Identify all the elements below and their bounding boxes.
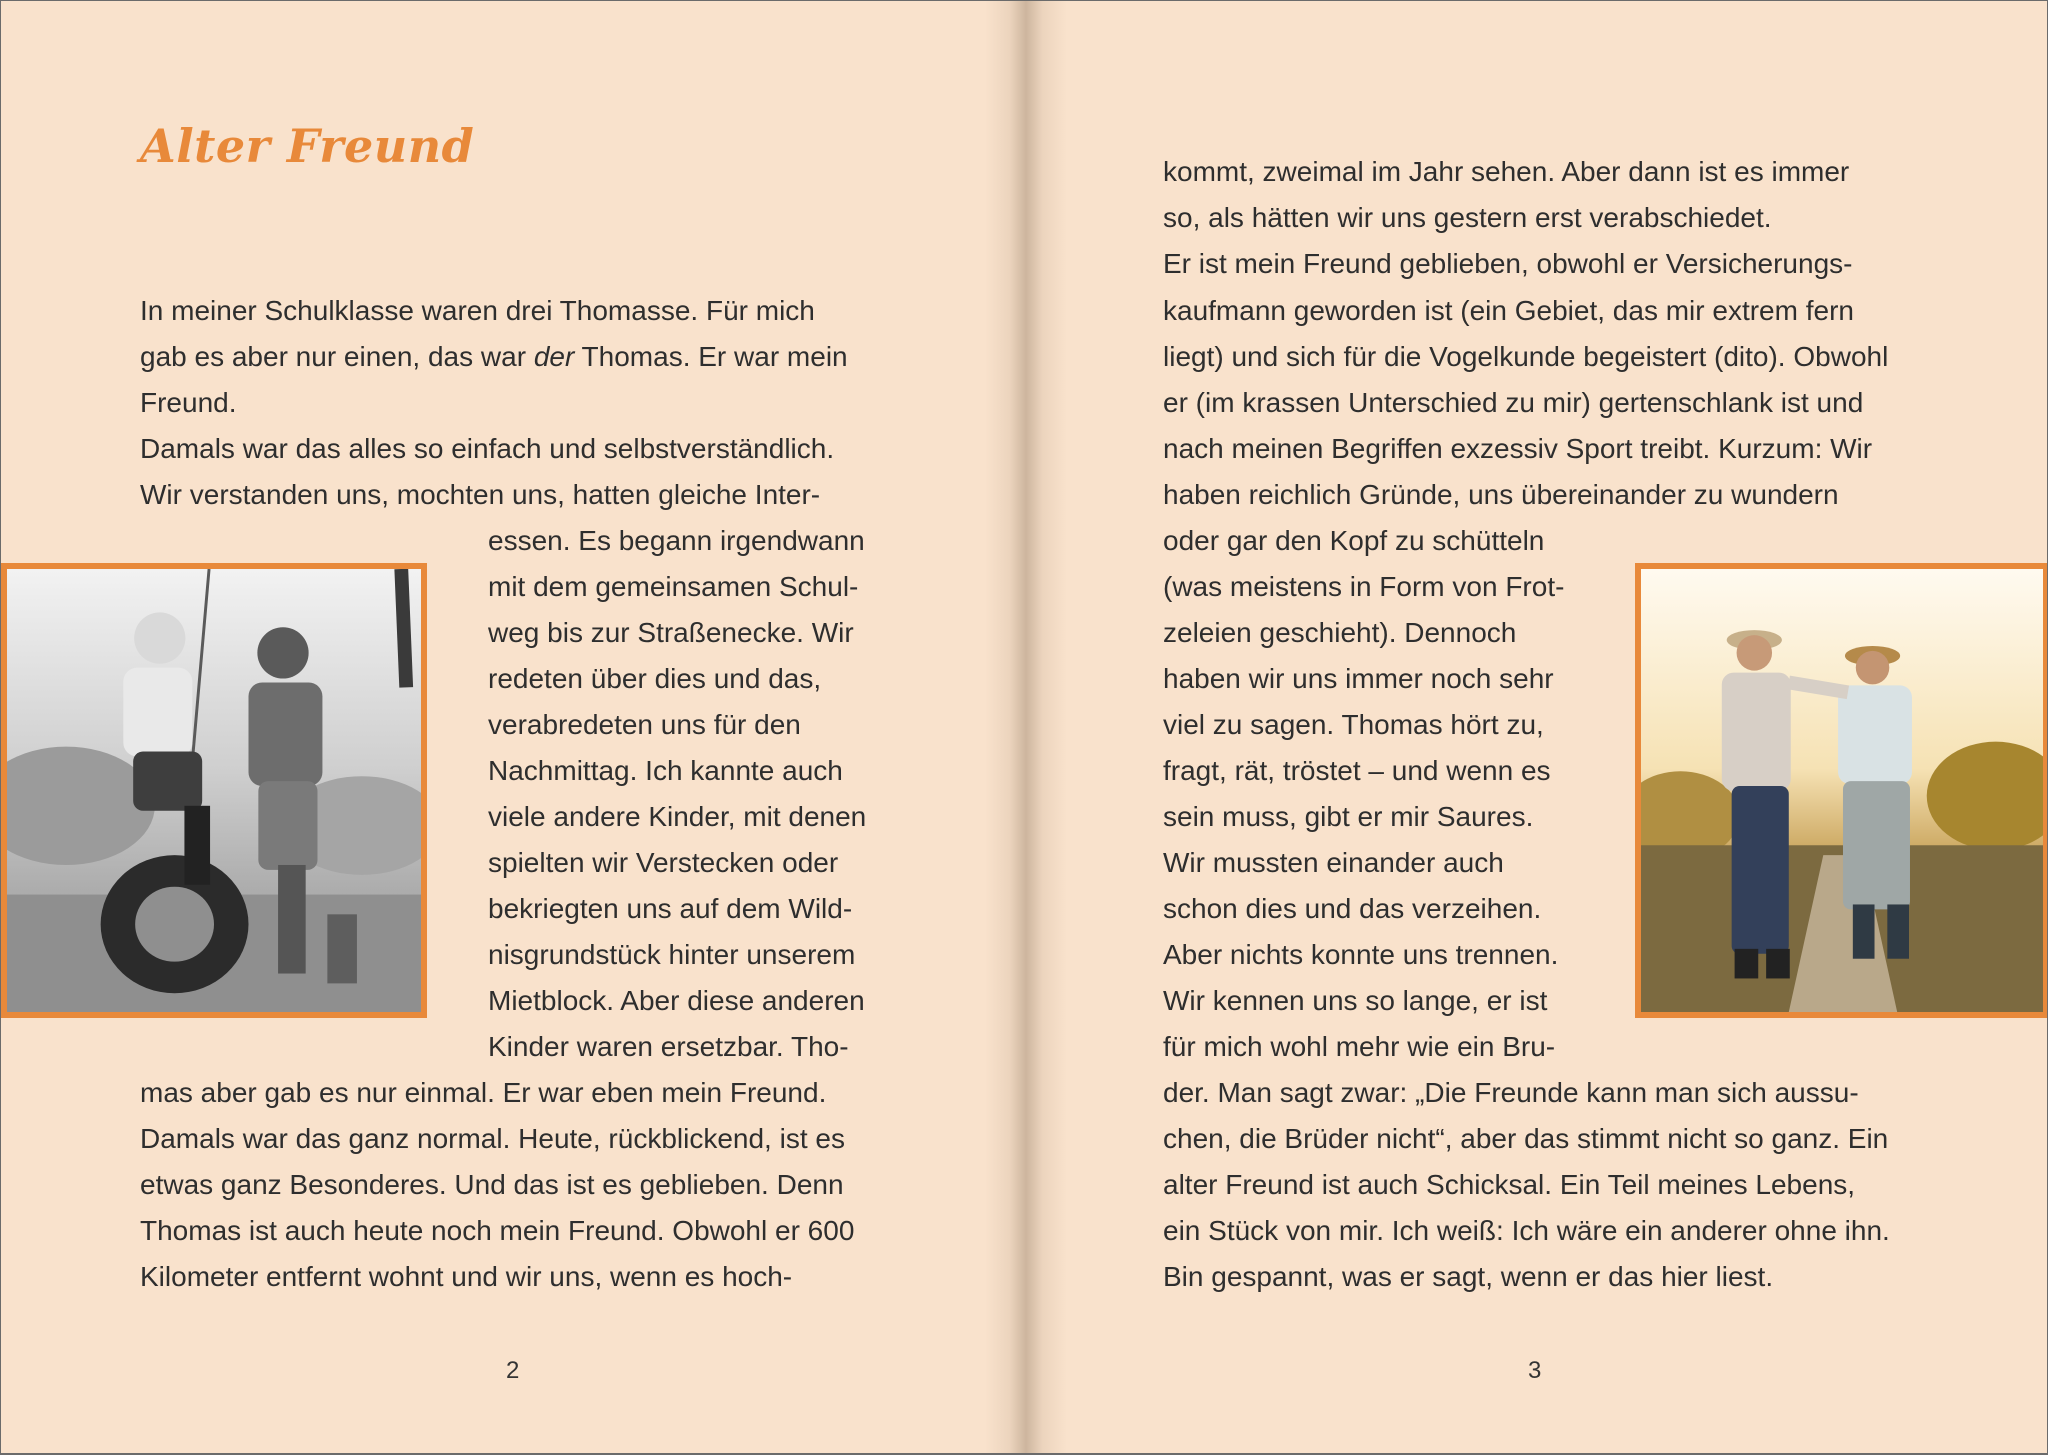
text-line: der. Man sagt zwar: „Die Freunde kann man sich aussu-: [1163, 1077, 1859, 1108]
text-line: bekriegten uns auf dem Wild-: [488, 893, 853, 924]
text-line: schon dies und das verzeihen.: [1163, 893, 1542, 924]
book-spread: [1, 1, 2047, 1453]
text-line: kommt, zweimal im Jahr sehen. Aber dann ist es immer: [1163, 156, 1850, 187]
text-line: sein muss, gibt er mir Saures.: [1163, 801, 1534, 832]
text-line: Wir kennen uns so lange, er ist: [1163, 985, 1548, 1016]
text-line: alter Freund ist auch Schicksal. Ein Teil meines Lebens,: [1163, 1169, 1856, 1200]
text-line: mit dem gemeinsamen Schul-: [488, 571, 859, 602]
text-line: Thomas ist auch heute noch mein Freund. Obwohl er 600: [140, 1215, 855, 1246]
text-line: essen. Es begann irgendwann: [488, 525, 865, 556]
text-line: verabredeten uns für den: [488, 709, 801, 740]
text-line: Aber nichts konnte uns trennen.: [1163, 939, 1559, 970]
text-line: für mich wohl mehr wie ein Bru-: [1163, 1031, 1556, 1062]
text-line: chen, die Brüder nicht“, aber das stimmt nicht so ganz. Ein: [1163, 1123, 1889, 1154]
text-line: etwas ganz Besonderes. Und das ist es geblieben. Denn: [140, 1169, 844, 1200]
text-line: Er ist mein Freund geblieben, obwohl er Versicherungs-: [1163, 248, 1853, 279]
text-line: Wir verstanden uns, mochten uns, hatten gleiche Inter-: [140, 479, 821, 510]
text-line: redeten über dies und das,: [488, 663, 822, 694]
text-line: viel zu sagen. Thomas hört zu,: [1163, 709, 1544, 740]
emphasis: der: [533, 341, 575, 372]
text-line: Wir mussten einander auch: [1163, 847, 1504, 878]
text-line: Kinder waren ersetzbar. Tho-: [488, 1031, 849, 1062]
text-line: Nachmittag. Ich kannte auch: [488, 755, 843, 786]
text-line: fragt, rät, tröstet – und wenn es: [1163, 755, 1551, 786]
text-line: zeleien geschieht). Dennoch: [1163, 617, 1517, 648]
text-line: spielten wir Verstecken oder: [488, 847, 839, 878]
text-line: Bin gespannt, was er sagt, wenn er das hier liest.: [1163, 1261, 1774, 1292]
text-line: gab es aber nur einen, das war der Thomas. Er war mein: [140, 341, 848, 372]
page-gutter: [985, 1, 1067, 1453]
text-line: Damals war das alles so einfach und selbstverständlich.: [140, 433, 835, 464]
text-line: In meiner Schulklasse waren drei Thomasse. Für mich: [140, 295, 815, 326]
text-line: Mietblock. Aber diese anderen: [488, 985, 865, 1016]
text-line: Damals war das ganz normal. Heute, rückblickend, ist es: [140, 1123, 845, 1154]
text-line: so, als hätten wir uns gestern erst verabschiedet.: [1163, 202, 1772, 233]
photo-old-men-walking: [1635, 563, 2047, 1018]
chapter-title: Alter Freund: [140, 119, 475, 173]
text-line: kaufmann geworden ist (ein Gebiet, das mir extrem fern: [1163, 295, 1854, 326]
text-line: haben wir uns immer noch sehr: [1163, 663, 1554, 694]
page-number-right: 3: [1528, 1357, 1542, 1384]
text-line: nisgrundstück hinter unserem: [488, 939, 856, 970]
text-line: haben reichlich Gründe, uns übereinander zu wundern: [1163, 479, 1839, 510]
text-line: Kilometer entfernt wohnt und wir uns, wenn es hoch-: [140, 1261, 793, 1292]
text-line: mas aber gab es nur einmal. Er war eben mein Freund.: [140, 1077, 827, 1108]
text-line: Freund.: [140, 387, 237, 418]
text-line: weg bis zur Straßenecke. Wir: [488, 617, 854, 648]
text-line: liegt) und sich für die Vogelkunde begeistert (dito). Obwohl: [1163, 341, 1889, 372]
text-line: viele andere Kinder, mit denen: [488, 801, 867, 832]
text-line: er (im krassen Unterschied zu mir) gertenschlank ist und: [1163, 387, 1864, 418]
text-line: nach meinen Begriffen exzessiv Sport treibt. Kurzum: Wir: [1163, 433, 1873, 464]
photo-boys-tire-swing: [1, 563, 427, 1018]
page-number-left: 2: [506, 1357, 520, 1384]
old-men-walking-image: [1641, 569, 2043, 1012]
text-line: (was meistens in Form von Frot-: [1163, 571, 1565, 602]
text-line: oder gar den Kopf zu schütteln: [1163, 525, 1545, 556]
boys-tire-swing-image: [7, 569, 421, 1012]
text-line: ein Stück von mir. Ich weiß: Ich wäre ein anderer ohne ihn.: [1163, 1215, 1890, 1246]
